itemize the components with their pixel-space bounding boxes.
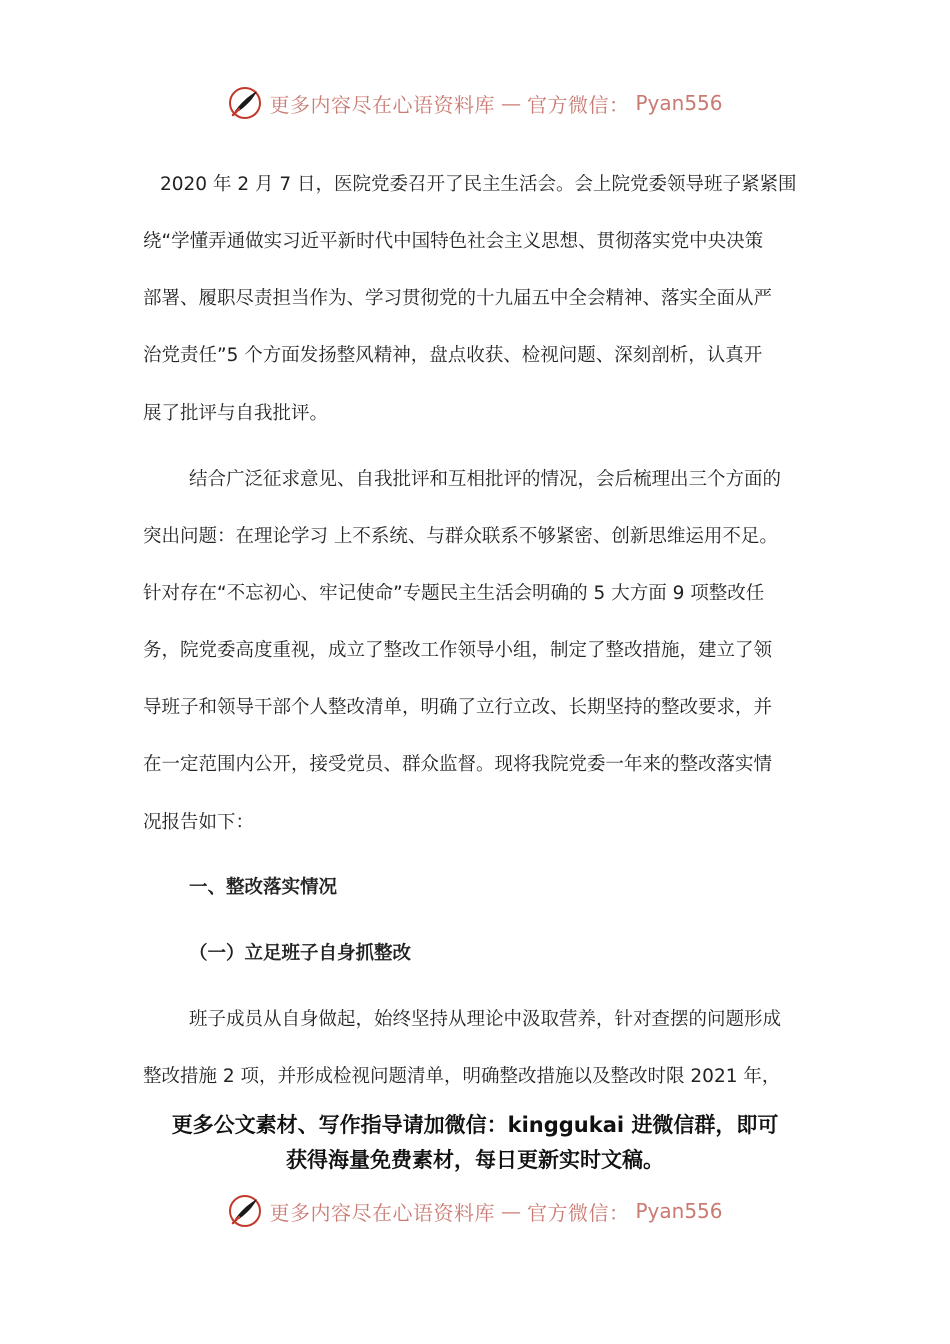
- quill-logo-icon: [227, 1193, 263, 1229]
- text-line: 在一定范围内公开，接受党员、群众监督。现将我院党委一年来的整改落实情: [143, 754, 773, 775]
- promo-line-1: 更多公文素材、写作指导请加微信：kinggukai 进微信群，即可: [171, 1113, 779, 1137]
- text-line: 结合广泛征求意见、自我批评和互相批评的情况，会后梳理出三个方面的: [189, 469, 782, 490]
- watermark-site-text: 更多内容尽在心语资料库: [269, 92, 495, 117]
- text-line: 部署、履职尽责担当作为、学习贯彻党的十九届五中全会精神、落实全面从严: [143, 288, 773, 309]
- quill-logo-icon: [227, 85, 263, 121]
- text-line: 整改措施 2 项，并形成检视问题清单，明确整改措施以及整改时限 2021 年，: [143, 1066, 781, 1087]
- subsection-heading: （一）立足班子自身抓整改: [189, 943, 412, 964]
- text-line: 班子成员从自身做起，始终坚持从理论中汲取营养，针对查摆的问题形成: [189, 1009, 782, 1030]
- text-line: 务，院党委高度重视，成立了整改工作领导小组，制定了整改措施，建立了领: [143, 640, 773, 661]
- section-heading: 一、整改落实情况: [189, 877, 338, 898]
- watermark-wechat-id: Pyan556: [635, 91, 723, 115]
- watermark-wechat-label: 官方微信：: [526, 1200, 630, 1225]
- watermark-wechat-id: Pyan556: [635, 1199, 723, 1223]
- text-line: 绕“学懂弄通做实习近平新时代中国特色社会主义思想、贯彻落实党中央决策: [143, 231, 764, 252]
- text-line: 导班子和领导干部个人整改清单，明确了立行立改、长期坚持的整改要求，并: [143, 697, 773, 718]
- text-line: 治党责任”5 个方面发扬整风精神，盘点收获、检视问题、深刻剖析，认真开: [143, 345, 763, 366]
- text-line: 展了批评与自我批评。: [143, 403, 329, 424]
- promo-line-2: 获得海量免费素材，每日更新实时文稿。: [286, 1148, 664, 1172]
- watermark-dash: —: [500, 1199, 521, 1223]
- watermark-site-text: 更多内容尽在心语资料库: [269, 1200, 495, 1225]
- watermark-wechat-label: 官方微信：: [526, 92, 630, 117]
- text-line: 2020 年 2 月 7 日，医院党委召开了民主生活会。会上院党委领导班子紧紧围: [160, 174, 797, 195]
- watermark-banner-top: [0, 83, 950, 123]
- text-line: 突出问题：在理论学习 上不系统、与群众联系不够紧密、创新思维运用不足。: [143, 526, 778, 547]
- text-line: 况报告如下：: [143, 812, 255, 833]
- watermark-banner-bottom: [0, 1191, 950, 1231]
- text-line: 针对存在“不忘初心、牢记使命”专题民主生活会明确的 5 大方面 9 项整改任: [143, 583, 765, 604]
- watermark-dash: —: [500, 91, 521, 115]
